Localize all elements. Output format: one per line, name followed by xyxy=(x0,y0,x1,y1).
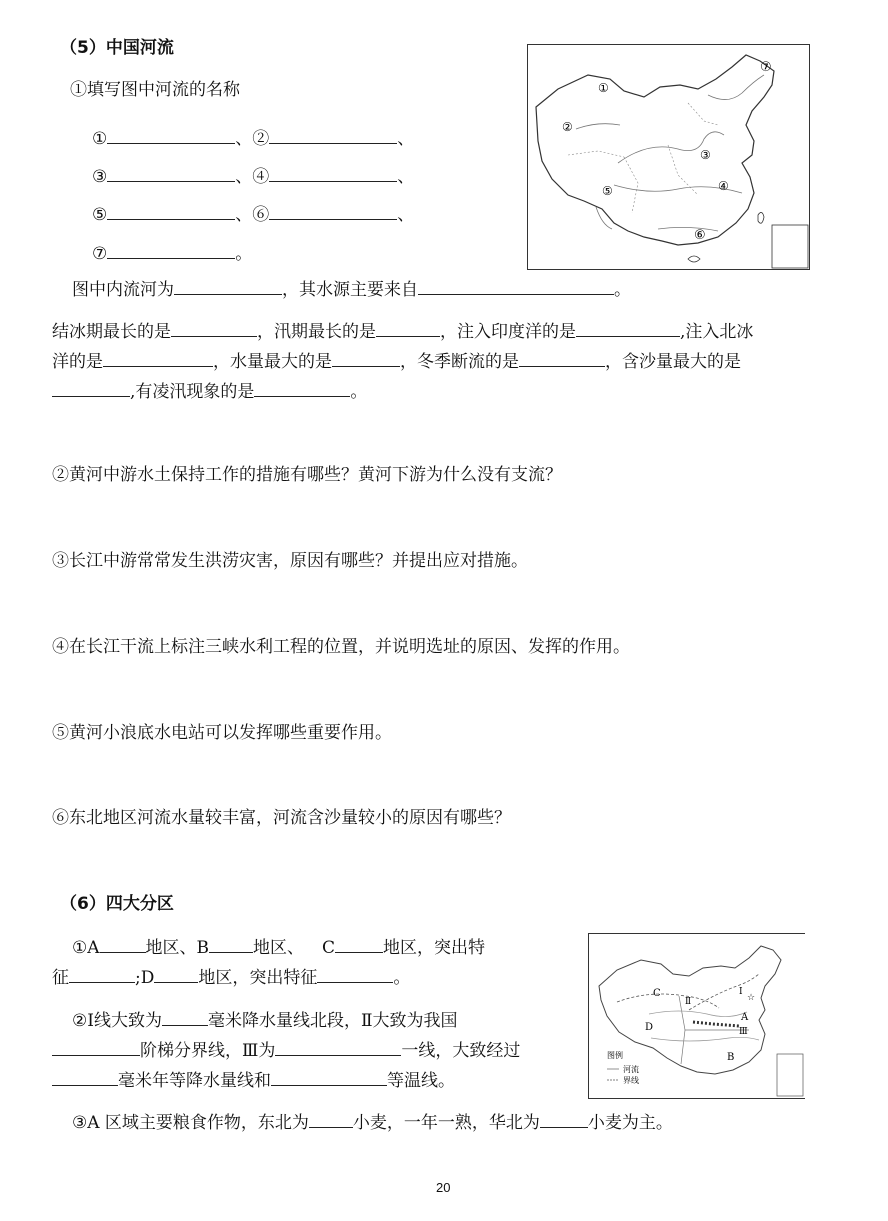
answer-blank[interactable] xyxy=(576,321,680,337)
answer-blank[interactable] xyxy=(519,351,605,367)
question-4: ④在长江干流上标注三峡水利工程的位置，并说明选址的原因、发挥的作用。 xyxy=(52,637,630,657)
page-number: 20 xyxy=(436,1180,451,1195)
hainan-island xyxy=(688,256,700,262)
river-name-blank[interactable] xyxy=(269,128,397,144)
answer-blank[interactable] xyxy=(418,279,614,295)
river-blank-row-4: ⑦ 。 xyxy=(92,244,253,264)
map-label: ⑦ xyxy=(760,60,772,75)
answer-blank[interactable] xyxy=(154,967,198,983)
answer-blank[interactable] xyxy=(209,937,253,953)
china-regions-map-drawing xyxy=(589,934,805,1098)
line-iii xyxy=(693,1022,739,1026)
legend-title: 图例 xyxy=(607,1051,623,1060)
question-2: ②黄河中游水土保持工作的措施有哪些？黄河下游为什么没有支流？ xyxy=(52,465,562,485)
answer-blank[interactable] xyxy=(332,351,400,367)
question-3: ③长江中游常常发生洪涝灾害，原因有哪些？并提出应对措施。 xyxy=(52,551,528,571)
river-name-blank[interactable] xyxy=(107,204,235,220)
region-label-c: C xyxy=(653,988,661,999)
river-name-blank[interactable] xyxy=(107,128,235,144)
river-line xyxy=(658,227,718,231)
river-blank-row-2: ③ 、④ 、 xyxy=(92,167,415,187)
river-line xyxy=(651,1037,759,1041)
river-name-blank[interactable] xyxy=(269,166,397,182)
answer-blank[interactable] xyxy=(100,937,146,953)
answer-blank[interactable] xyxy=(171,321,257,337)
inner-boundaries xyxy=(568,103,718,213)
answer-blank[interactable] xyxy=(335,937,383,953)
answer-blank[interactable] xyxy=(69,967,135,983)
answer-blank[interactable] xyxy=(271,1070,387,1086)
river-line xyxy=(649,1011,747,1017)
answer-blank[interactable] xyxy=(52,1040,140,1056)
river-traits-line-3: ,有凌汛现象的是 。 xyxy=(52,381,367,402)
answer-blank[interactable] xyxy=(376,321,440,337)
region-label-b: B xyxy=(727,1052,735,1063)
china-regions-map xyxy=(588,933,805,1099)
river-name-blank[interactable] xyxy=(107,243,235,259)
taiwan-island xyxy=(758,212,764,223)
inland-river-line: 图中内流河为 ，其水源主要来自 。 xyxy=(72,280,631,300)
map-label: ⑥ xyxy=(694,228,706,243)
answer-blank[interactable] xyxy=(52,381,130,397)
zone-q1-line-2: 征 ;D 地区，突出特征 。 xyxy=(52,968,411,988)
section5-q1-label: ①填写图中河流的名称 xyxy=(70,80,240,100)
region-label-a: A xyxy=(741,1012,749,1023)
answer-blank[interactable] xyxy=(317,967,393,983)
line-label-iii: Ⅲ xyxy=(739,1027,748,1037)
china-outline xyxy=(536,55,774,245)
answer-blank[interactable] xyxy=(174,279,282,295)
river-name-blank[interactable] xyxy=(107,166,235,182)
china-outline xyxy=(599,946,781,1074)
region-label-d: D xyxy=(645,1022,654,1033)
south-sea-inset xyxy=(772,225,808,268)
south-sea-inset xyxy=(777,1054,803,1096)
section6-title: （6）四大分区 xyxy=(60,894,174,914)
line-label-ii: Ⅱ xyxy=(685,997,692,1007)
line-i xyxy=(689,974,759,1010)
question-5: ⑤黄河小浪底水电站可以发挥哪些重要作用。 xyxy=(52,723,392,743)
question-6: ⑥东北地区河流水量较丰富，河流含沙量较小的原因有哪些？ xyxy=(52,808,511,828)
china-rivers-map xyxy=(527,44,810,270)
map-label: ③ xyxy=(700,148,711,162)
river-blank-row-1: ① 、② 、 xyxy=(92,129,415,149)
answer-blank[interactable] xyxy=(540,1112,588,1128)
section5-title: （5）中国河流 xyxy=(60,38,174,58)
zone-q2-line-3: 毫米年等降水量线和 等温线。 xyxy=(52,1070,455,1091)
zone-q2-line-1: ②Ⅰ线大致为 毫米降水量线北段，Ⅱ大致为我国 xyxy=(72,1011,458,1031)
answer-blank[interactable] xyxy=(162,1010,208,1026)
zone-q3-line: ③A 区域主要粮食作物，东北为 小麦，一年一熟，华北为 小麦为主。 xyxy=(72,1113,673,1133)
answer-blank[interactable] xyxy=(254,381,350,397)
answer-blank[interactable] xyxy=(275,1040,401,1056)
legend-river-label: 河流 xyxy=(623,1065,639,1074)
map-label: ④ xyxy=(718,179,729,193)
star-icon: ☆ xyxy=(747,993,756,1003)
map-label: ⑤ xyxy=(602,184,613,198)
zone-q2-line-2: 阶梯分界线，Ⅲ为 一线，大致经过 xyxy=(52,1040,520,1061)
zone-q1-line-1: ①A 地区、B 地区、 C 地区，突出特 xyxy=(72,938,486,958)
river-name-blank[interactable] xyxy=(269,204,397,220)
map-label: ① xyxy=(598,81,609,95)
river-line xyxy=(576,124,620,129)
china-rivers-map-drawing xyxy=(528,45,809,269)
answer-blank[interactable] xyxy=(52,1070,118,1086)
answer-blank[interactable] xyxy=(103,351,213,367)
line-label-i: Ⅰ xyxy=(739,987,743,997)
legend-boundary-label: 界线 xyxy=(623,1076,639,1085)
map-label: ② xyxy=(562,120,573,134)
river-blank-row-3: ⑤ 、⑥ 、 xyxy=(92,205,415,225)
river-traits-line-2: 洋的是 ，水量最大的是 ，冬季断流的是 ，含沙量最大的是 xyxy=(52,352,741,372)
answer-blank[interactable] xyxy=(309,1112,353,1128)
river-traits-line-1: 结冰期最长的是 ，汛期最长的是 ，注入印度洋的是 ,注入北冰 xyxy=(52,322,754,342)
